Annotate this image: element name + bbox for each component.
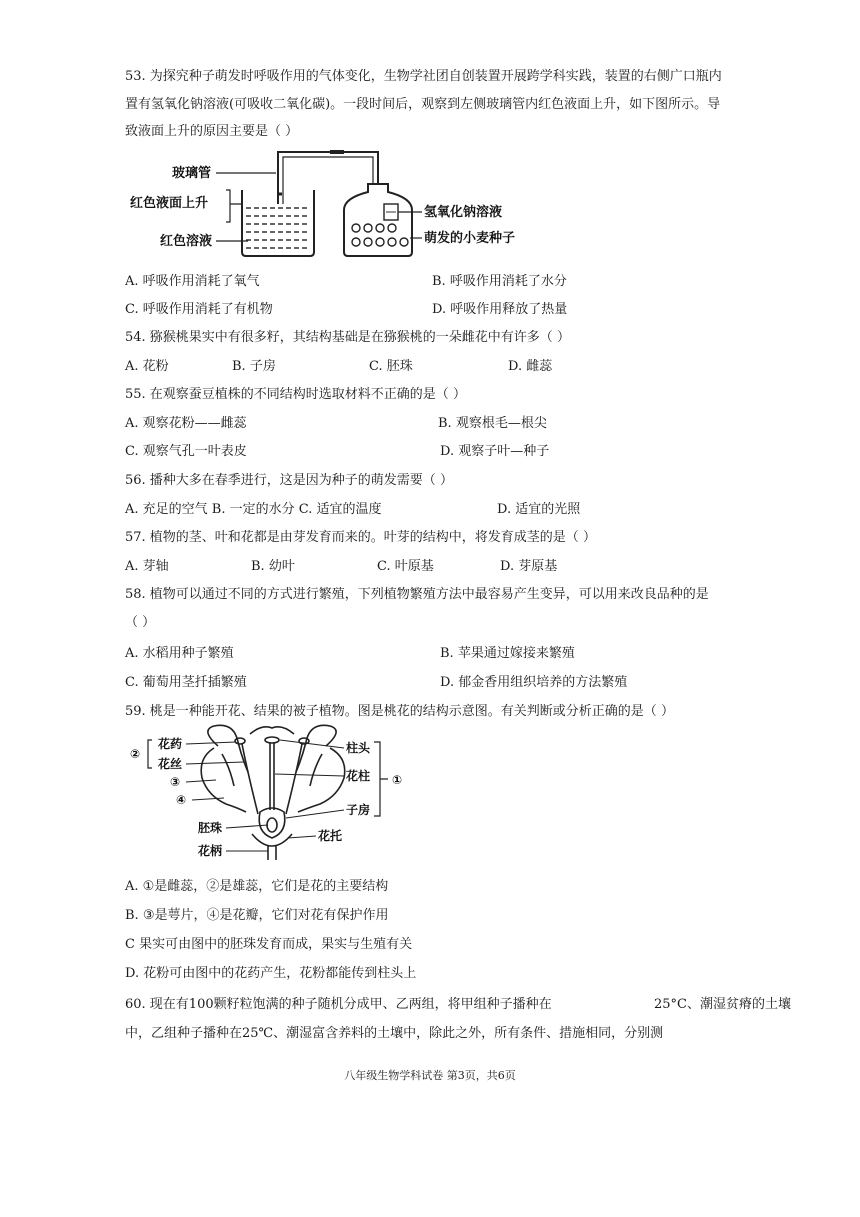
q56-stem: 56. 播种大多在春季进行，这是因为种子的萌发需要（ ） xyxy=(125,473,453,488)
q57-option-a: A. 芽轴 xyxy=(125,559,169,574)
q58-stem-line2: （ ） xyxy=(125,615,156,630)
q56-option-d: D. 适宜的光照 xyxy=(497,502,581,517)
q58-option-a: A. 水稻用种子繁殖 xyxy=(125,646,234,661)
q58-stem-line1: 58. 植物可以通过不同的方式进行繁殖，下列植物繁殖方法中最容易产生变异，可以用来改良品种的是 xyxy=(125,587,709,602)
q55-option-c: C. 观察气孔一叶表皮 xyxy=(125,444,247,459)
label-anther: 花药 xyxy=(158,737,183,751)
label-filament: 花丝 xyxy=(158,757,183,771)
q53-option-c: C. 呼吸作用消耗了有机物 xyxy=(125,302,273,317)
respiration-apparatus-figure xyxy=(130,146,550,262)
label-num3: ③ xyxy=(170,775,181,789)
q53-stem-line3: 致液面上升的原因主要是（ ） xyxy=(125,124,299,139)
q59-stem: 59. 桃是一种能开花、结果的被子植物。图是桃花的结构示意图。有关判断或分析正确的是（ ） xyxy=(125,704,674,719)
q56-options-abc: A. 充足的空气 B. 一定的水分 C. 适宜的温度 xyxy=(125,502,382,517)
label-receptacle: 花托 xyxy=(318,829,343,843)
q55-stem: 55. 在观察蚕豆植株的不同结构时选取材料不正确的是（ ） xyxy=(125,387,466,402)
q58-option-c: C. 葡萄用茎扦插繁殖 xyxy=(125,675,247,690)
q59-option-a: A. ①是雌蕊，②是雄蕊，它们是花的主要结构 xyxy=(125,879,389,894)
q53-stem-line2: 置有氢氧化钠溶液(可吸收二氧化碳)。一段时间后，观察到左侧玻璃管内红色液面上升，如下图所示。导 xyxy=(125,97,721,112)
peach-flower-structure-figure xyxy=(130,724,415,860)
q54-option-b: B. 子房 xyxy=(232,359,276,374)
q60-stem-line1b: 25°C、潮湿贫瘠的土壤 xyxy=(654,997,791,1012)
q58-option-d: D. 郁金香用组织培养的方法繁殖 xyxy=(440,675,628,690)
q57-option-c: C. 叶原基 xyxy=(377,559,434,574)
label-num2: ② xyxy=(130,747,141,761)
label-red-liquid-rise: 红色液面上升 xyxy=(130,196,209,211)
label-style: 花柱 xyxy=(346,769,371,783)
q53-option-d: D. 呼吸作用释放了热量 xyxy=(432,302,568,317)
q59-option-d: D. 花粉可由图中的花药产生，花粉都能传到柱头上 xyxy=(125,966,417,981)
label-red-solution: 红色溶液 xyxy=(160,234,213,249)
q54-stem: 54. 猕猴桃果实中有很多籽，其结构基础是在猕猴桃的一朵雌花中有许多（ ） xyxy=(125,330,570,345)
page-footer: 八年级生物学科试卷 第3页，共6页 xyxy=(344,1069,516,1082)
q59-option-c: C 果实可由图中的胚珠发育而成，果实与生殖有关 xyxy=(125,937,413,952)
q53-option-b: B. 呼吸作用消耗了水分 xyxy=(432,274,567,289)
label-num1: ① xyxy=(392,773,403,787)
q55-option-a: A. 观察花粉——雌蕊 xyxy=(125,416,247,431)
label-ovule: 胚珠 xyxy=(198,821,223,835)
q55-option-d: D. 观察子叶—种子 xyxy=(440,444,550,459)
q53-stem-line1: 53. 为探究种子萌发时呼吸作用的气体变化，生物学社团自创装置开展跨学科实践，装置的右侧广口瓶内 xyxy=(125,69,722,84)
q53-option-a: A. 呼吸作用消耗了氧气 xyxy=(125,274,260,289)
q59-option-b: B. ③是萼片，④是花瓣，它们对花有保护作用 xyxy=(125,908,389,923)
label-ovary: 子房 xyxy=(346,803,371,817)
q57-option-b: B. 幼叶 xyxy=(251,559,295,574)
q55-option-b: B. 观察根毛—根尖 xyxy=(438,416,547,431)
label-pedicel: 花柄 xyxy=(198,844,223,858)
label-germinating-wheat-seeds: 萌发的小麦种子 xyxy=(424,231,516,246)
label-num4: ④ xyxy=(176,793,187,807)
q57-option-d: D. 芽原基 xyxy=(500,559,558,574)
q54-option-d: D. 雌蕊 xyxy=(508,359,553,374)
q58-option-b: B. 苹果通过嫁接来繁殖 xyxy=(440,646,575,661)
label-stigma: 柱头 xyxy=(346,741,371,755)
q54-option-c: C. 胚珠 xyxy=(369,359,413,374)
q54-option-a: A. 花粉 xyxy=(125,359,169,374)
q60-stem-line1a: 60. 现在有100颗籽粒饱满的种子随机分成甲、乙两组，将甲组种子播种在 xyxy=(125,997,552,1012)
label-naoh-solution: 氢氧化钠溶液 xyxy=(424,205,503,220)
label-glass-tube: 玻璃管 xyxy=(172,166,212,181)
q60-stem-line2: 中，乙组种子播种在25℃、潮湿富含养料的土壤中，除此之外，所有条件、措施相同，分别测 xyxy=(125,1026,664,1041)
q57-stem: 57. 植物的茎、叶和花都是由芽发育而来的。叶芽的结构中，将发育成茎的是（ ） xyxy=(125,530,596,545)
